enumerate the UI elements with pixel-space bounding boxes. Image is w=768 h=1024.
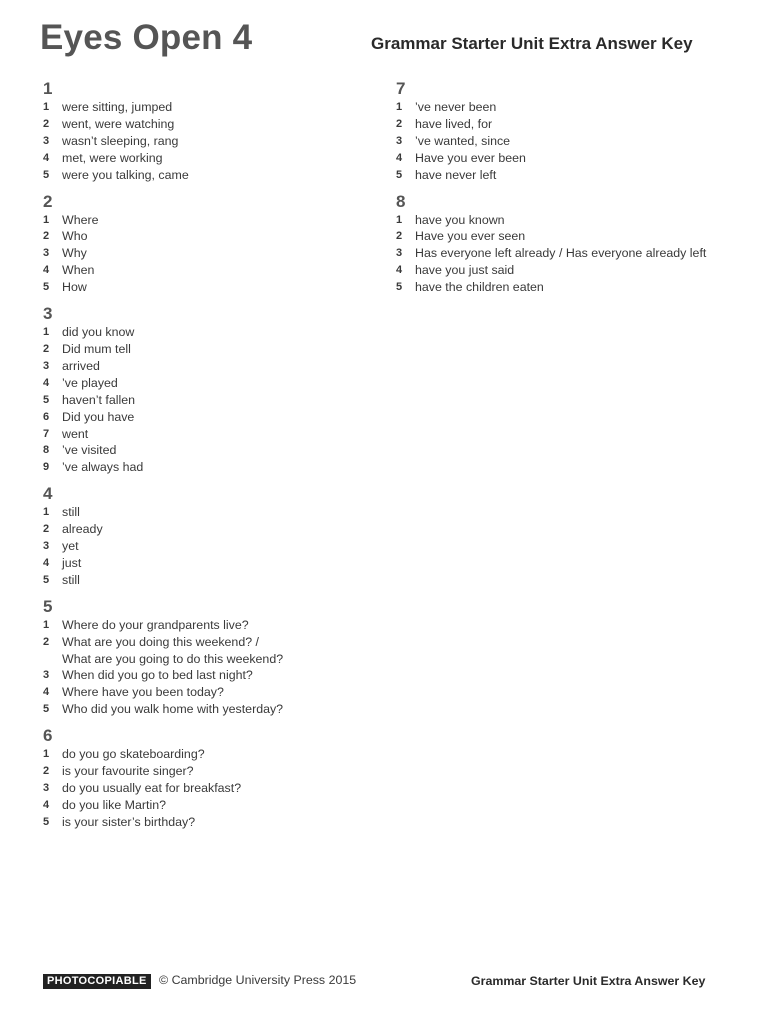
answer-text: went, were watching	[62, 116, 175, 131]
answer-text: When	[62, 263, 95, 278]
answer-item	[43, 667, 363, 684]
answer-number: 2	[43, 230, 50, 243]
answer-text: Have you ever seen	[415, 229, 526, 244]
answer-list	[43, 504, 363, 589]
answer-number: 1	[43, 506, 50, 519]
footer-document-title: Grammar Starter Unit Extra Answer Key	[471, 974, 706, 988]
answer-item	[43, 212, 363, 229]
exercise-number: 8	[396, 191, 406, 211]
exercise-6	[43, 726, 363, 831]
exercise-4	[43, 484, 363, 589]
answer-number: 3	[43, 782, 50, 794]
exercise-5	[43, 597, 363, 718]
answer-text: Did mum tell	[62, 341, 131, 356]
answer-item	[43, 341, 363, 358]
answer-number: 1	[43, 748, 50, 761]
answer-list	[43, 617, 363, 718]
answer-number: 1	[43, 326, 50, 339]
exercise-number: 3	[43, 304, 53, 324]
exercise-2	[43, 192, 363, 297]
exercise-number: 4	[43, 484, 53, 504]
answer-text: still	[62, 572, 80, 587]
answer-item	[43, 572, 363, 589]
answer-item	[43, 426, 363, 443]
answer-number: 4	[43, 556, 50, 569]
answer-text: arrived	[62, 358, 100, 373]
answer-number: 8	[43, 444, 50, 457]
answer-text: Who did you walk home with yesterday?	[62, 702, 284, 717]
answer-item	[43, 167, 363, 184]
answer-list	[43, 212, 363, 297]
answer-text: do you like Martin?	[62, 797, 166, 812]
answer-item	[43, 797, 363, 814]
answer-item	[396, 245, 736, 262]
answer-item	[43, 617, 363, 634]
answer-text: yet	[62, 539, 79, 554]
answer-number: 5	[43, 815, 50, 828]
answer-number: 5	[396, 168, 403, 181]
answer-item	[43, 358, 363, 375]
exercise-number: 5	[43, 596, 53, 616]
answer-item	[43, 504, 363, 521]
answer-number: 4	[43, 151, 50, 164]
answer-text: have lived, for	[415, 116, 493, 131]
answer-text: already	[62, 522, 103, 537]
answer-number: 2	[43, 765, 50, 778]
answer-item	[43, 442, 363, 459]
answer-number: 7	[43, 427, 50, 440]
answer-text: do you go skateboarding?	[62, 747, 205, 762]
answer-item	[43, 279, 363, 296]
exercise-3	[43, 304, 363, 476]
answer-item	[396, 262, 736, 279]
answer-text: Where have you been today?	[62, 685, 224, 700]
answer-item	[43, 814, 363, 831]
answer-text: ’ve wanted, since	[415, 133, 511, 148]
answer-list	[43, 324, 363, 476]
answer-text: Why	[62, 246, 87, 261]
answer-list	[43, 99, 363, 184]
answer-text: haven’t fallen	[62, 392, 136, 407]
answer-text: Who	[62, 229, 88, 244]
answer-item	[43, 746, 363, 763]
answer-number: 4	[43, 264, 50, 277]
answer-item	[43, 375, 363, 392]
answer-text: met, were working	[62, 150, 163, 165]
answer-item	[43, 262, 363, 279]
answer-number: 6	[43, 410, 50, 423]
answer-text: wasn’t sleeping, rang	[62, 133, 179, 148]
answer-item	[43, 763, 363, 780]
answer-item	[396, 228, 736, 245]
answer-number: 5	[43, 393, 50, 406]
answer-number: 4	[43, 798, 50, 811]
answer-text: ’ve never been	[415, 100, 497, 114]
answer-number: 3	[43, 134, 50, 147]
exercise-number: 1	[43, 79, 53, 98]
left-column	[43, 79, 363, 839]
answer-number: 5	[43, 703, 50, 716]
answer-item	[43, 133, 363, 150]
answer-number: 1	[43, 101, 50, 113]
answer-item	[396, 99, 736, 116]
copyright-notice: © Cambridge University Press 2015	[159, 973, 357, 987]
answer-number: 3	[43, 669, 50, 682]
answer-text: have the children eaten	[415, 280, 544, 295]
answer-number: 2	[396, 117, 403, 130]
answer-item	[396, 212, 736, 229]
answer-item	[396, 116, 736, 133]
answer-text: were you talking, came	[62, 167, 189, 182]
answer-text: Where	[62, 212, 99, 227]
answer-number: 5	[43, 281, 50, 294]
answer-item	[43, 780, 363, 797]
answer-item	[43, 459, 363, 476]
answer-number: 2	[43, 342, 50, 355]
answer-number: 3	[396, 134, 403, 147]
answer-text: ’ve always had	[62, 460, 144, 475]
answer-number: 2	[43, 523, 50, 536]
answer-text: were sitting, jumped	[62, 100, 173, 114]
book-title: Eyes Open 4	[40, 18, 253, 57]
answer-item	[43, 150, 363, 167]
exercise-1	[43, 79, 363, 184]
right-column	[396, 79, 736, 304]
answer-number: 1	[396, 213, 403, 226]
answer-text: ’ve visited	[62, 443, 117, 458]
answer-item	[43, 245, 363, 262]
answer-text: went	[62, 426, 89, 441]
answer-number: 3	[396, 247, 403, 260]
answer-item	[396, 279, 736, 296]
answer-number: 5	[396, 281, 403, 294]
photocopiable-badge: PHOTOCOPIABLE	[43, 974, 151, 989]
answer-list	[396, 99, 736, 184]
document-title: Grammar Starter Unit Extra Answer Key	[371, 34, 693, 53]
answer-number: 3	[43, 359, 50, 372]
answer-list	[43, 746, 363, 831]
answer-number: 3	[43, 540, 50, 553]
answer-item	[43, 228, 363, 245]
answer-number: 5	[43, 168, 50, 181]
answer-number: 1	[43, 213, 50, 226]
exercise-number: 6	[43, 726, 53, 746]
exercise-number: 7	[396, 79, 406, 98]
answer-text: have never left	[415, 167, 497, 182]
answer-text: have you known	[415, 212, 505, 227]
answer-item	[43, 634, 363, 668]
answer-item	[43, 116, 363, 133]
answer-text: What are you doing this weekend? / What are you going to do this weekend?	[62, 634, 284, 666]
answer-text: still	[62, 505, 80, 520]
answer-item	[43, 409, 363, 426]
answer-item	[396, 167, 736, 184]
answer-item	[43, 324, 363, 341]
answer-item	[43, 538, 363, 555]
answer-text: have you just said	[415, 263, 515, 278]
answer-text: just	[62, 555, 82, 570]
answer-number: 4	[43, 686, 50, 699]
answer-text: ’ve played	[62, 375, 118, 390]
answer-text: Where do your grandparents live?	[62, 617, 249, 632]
answer-list	[396, 212, 736, 297]
answer-number: 5	[43, 573, 50, 586]
answer-number: 4	[43, 376, 50, 389]
answer-number: 1	[43, 618, 50, 631]
answer-number: 4	[396, 264, 403, 277]
exercise-number: 2	[43, 191, 53, 211]
answer-number: 2	[396, 230, 403, 243]
answer-number: 3	[43, 247, 50, 260]
answer-number: 4	[396, 151, 403, 164]
answer-text: Has everyone left already / Has everyone already left	[415, 246, 707, 261]
answer-number: 2	[43, 635, 50, 648]
answer-item	[43, 684, 363, 701]
answer-number: 1	[396, 101, 403, 113]
answer-item	[43, 701, 363, 718]
answer-item	[396, 150, 736, 167]
answer-number: 9	[43, 461, 50, 474]
exercise-7	[396, 79, 736, 184]
answer-item	[43, 99, 363, 116]
answer-text: Have you ever been	[415, 150, 526, 165]
answer-item	[396, 133, 736, 150]
answer-text: How	[62, 280, 87, 295]
answer-item	[43, 392, 363, 409]
answer-text: When did you go to bed last night?	[62, 668, 253, 683]
answer-number: 2	[43, 117, 50, 130]
exercise-8	[396, 192, 736, 297]
answer-text: is your sister’s birthday?	[62, 814, 196, 829]
answer-text: did you know	[62, 325, 135, 340]
answer-text: is your favourite singer?	[62, 764, 194, 779]
answer-text: do you usually eat for breakfast?	[62, 781, 242, 795]
answer-item	[43, 555, 363, 572]
answer-text: Did you have	[62, 409, 135, 424]
answer-item	[43, 521, 363, 538]
